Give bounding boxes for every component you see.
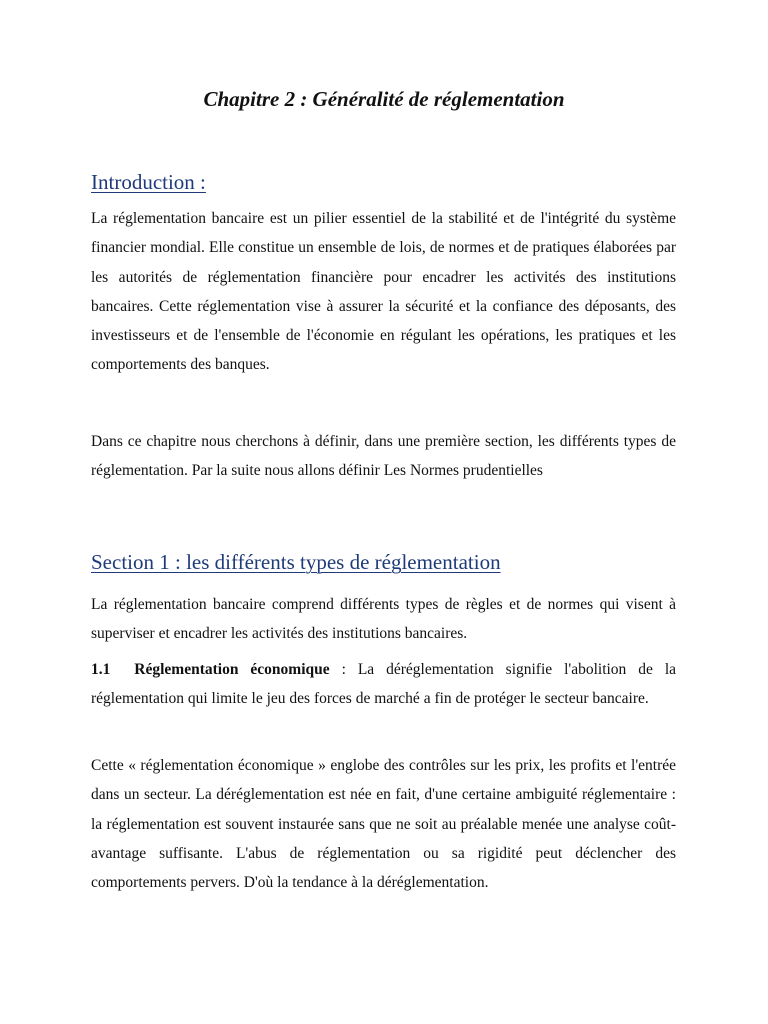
subsection-number: 1.1 (91, 661, 111, 678)
section-1-heading (91, 549, 501, 575)
section-1-paragraph-3: Cette « réglementation économique » englobe des contrôles sur les prix, les profits et l'entrée dans un secteur. La déréglementation est née en fait, d'une certaine ambiguité réglementaire : la réglementation est souvent instaurée sans que ne soit au préalable menée une analyse coût-avantage suffisante. L'abus de réglementation ou sa rigidité peut déclencher des comportements pervers. D'où la tendance à la déréglementation. (91, 757, 676, 892)
subsection-title: Réglementation économique (134, 661, 330, 678)
introduction-heading-text: Introduction : (91, 170, 206, 194)
section-1-heading-text: Section 1 : les différents types de réglementation (91, 550, 501, 574)
chapter-title: Chapitre 2 : Généralité de réglementation (203, 87, 565, 111)
subsection-text: : La déréglementation signifie l'abolition de la réglementation qui limite le jeu des forces de marché a fin de protéger le secteur bancaire. (91, 661, 677, 708)
introduction-heading (91, 169, 206, 195)
subsection-1-1-paragraph (91, 655, 676, 714)
section-1-paragraph-1: La réglementation bancaire comprend différents types de règles et de normes qui visent à superviser et encadrer les activités des institutions bancaires. (91, 596, 676, 643)
introduction-paragraph-1: La réglementation bancaire est un pilier essentiel de la stabilité et de l'intégrité du système financier mondial. Elle constitue un ensemble de lois, de normes et de pratiques élaborées par les autorités de réglementation financière pour encadrer les activités des institutions bancaires. Cette réglementation vise à assurer la sécurité et la confiance des déposants, des investisseurs et de l'ensemble de l'économie en régulant les opérations, les pratiques et les comportements des banques. (91, 210, 676, 374)
introduction-paragraph-2: Dans ce chapitre nous cherchons à définir, dans une première section, les différents types de réglementation. Par la suite nous allons définir Les Normes prudentielles (91, 433, 676, 480)
